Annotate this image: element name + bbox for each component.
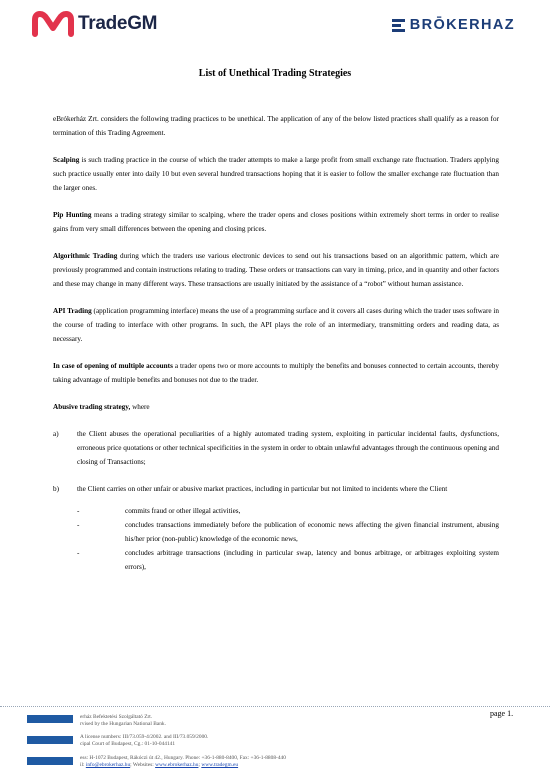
brokerhaz-logo-text: BRŌKERHAZ xyxy=(409,17,515,33)
page-number: page 1. xyxy=(490,709,514,718)
footer-supervision-line: rvised by the Hungarian National Bank. xyxy=(80,721,166,727)
multiple-accounts-term: In case of opening of multiple accounts xyxy=(53,362,173,370)
abusive-strategy-text: where xyxy=(130,403,150,411)
document-title: List of Unethical Trading Strategies xyxy=(198,68,352,79)
algorithmic-trading-text: during which the traders use various electronic devices to send out his transactions based on an algorithmic pattern, which are previously programmed and contain instructions relating to trading. These orders or transactions can vary in timing, price, and in quantity and other factors and these may change in many different ways. These transactions are usually initiated by the assistance of a “robot” without human assistance. xyxy=(53,252,499,288)
footer-email-link[interactable]: info@ebrokerhaz.hu xyxy=(85,762,131,768)
api-trading-paragraph xyxy=(53,304,499,346)
footer-divider xyxy=(0,706,550,707)
list-item-text: the Client abuses the operational peculiarities of a highly automated trading system, exploiting in particular incidental faults, dysfunctions, erroneous price quotations or other technical specificities in the system in order to obtain unlawful advantages through the continuous opening and closing of Transactions; xyxy=(77,430,499,466)
footer-color-bar xyxy=(27,715,73,723)
list-item-text: the Client carries on other unfair or abusive market practices, including in particular but not limited to incidents where the Client xyxy=(77,485,448,493)
multiple-accounts-paragraph xyxy=(53,359,499,387)
footer-websites-label: ; Websites: xyxy=(130,762,156,768)
abusive-strategy-term: Abusive trading strategy, xyxy=(53,403,131,411)
scalping-text: is such trading practice in the course of which the trader attempts to make a large profit from small exchange rate fluctuation. Traders applying such practice usually enter into daily 10 but even several hundred transactions hoping that it is easier to follow the smaller exchange rate fluctuation than the larger ones. xyxy=(53,156,499,192)
list-letter: a) xyxy=(53,430,59,438)
multiple-accounts-text: a trader opens two or more accounts to multiply the benefits and bonuses connected to certain accounts, thereby taking advantage of multiple benefits and bonuses not due to the trader. xyxy=(53,362,499,384)
scalping-paragraph xyxy=(53,153,499,195)
sub-list-dash: - xyxy=(77,521,80,529)
sub-list-item xyxy=(77,546,499,574)
list-item-b xyxy=(53,482,499,496)
footer-email-prefix: il: xyxy=(80,762,86,768)
footer-website-link-ebrokerhaz[interactable]: www.ebrokerhaz.hu xyxy=(155,762,199,768)
sub-list-item xyxy=(77,504,499,518)
page-header xyxy=(0,0,550,48)
tradegm-logo-icon xyxy=(32,9,74,39)
footer-website-link-tradegm[interactable]: www.tradegm.eu xyxy=(201,762,239,768)
sub-list-dash: - xyxy=(77,507,80,515)
sub-list-text: commits fraud or other illegal activities, xyxy=(125,507,241,515)
api-trading-term: API Trading xyxy=(53,307,92,315)
abusive-strategy-paragraph xyxy=(53,400,499,414)
document-body xyxy=(53,112,499,574)
tradegm-logo xyxy=(32,9,157,39)
scalping-term: Scalping xyxy=(53,156,80,164)
pip-hunting-term: Pip Hunting xyxy=(53,211,92,219)
sub-list-text: concludes transactions immediately before the publication of economic news affecting the given financial instrument, abusing his/her prior (non-public) knowledge of the economic news, xyxy=(125,521,499,543)
pip-hunting-paragraph xyxy=(53,208,499,236)
algorithmic-trading-term: Algorithmic Trading xyxy=(53,252,118,260)
intro-text: eBrókerház Zrt. considers the following trading practices to be unethical. The application of any of the below listed practices shall qualify as a reason for termination of this Trading Agreement. xyxy=(53,115,499,137)
sub-list-dash: - xyxy=(77,549,80,557)
list-letter: b) xyxy=(53,485,59,493)
sub-list-text: concludes arbitrage transactions (including in particular swap, latency and bonus arbitrage, or arbitrages exploiting system errors), xyxy=(125,549,499,571)
footer-court-line: cipal Court of Budapest, Cg.: 01-10-044141 xyxy=(80,741,176,747)
brokerhaz-logo xyxy=(392,17,515,33)
tradegm-logo-text: TradeGM xyxy=(78,13,158,34)
footer-color-bar xyxy=(27,736,73,744)
sub-list-item xyxy=(77,518,499,546)
api-trading-text: (application programming interface) means the use of a programming surface and it covers all cases during which the trader uses software in the course of trading to interface with other programs. In such, the API plays the role of an intermediary, transmitting orders and reading data, as necessary. xyxy=(53,307,499,343)
footer-contact-line xyxy=(80,762,238,769)
footer-color-bar xyxy=(27,757,73,765)
pip-hunting-text: means a trading strategy similar to scalping, where the trader opens and closes positions within extremely short terms in order to realise gains from very small differences between the opening and closing prices. xyxy=(53,211,499,233)
footer-license-line: A license numbers: III/73.059-4/2002. and III/73.059/2000. xyxy=(80,734,209,740)
brokerhaz-logo-icon xyxy=(392,19,405,32)
algorithmic-trading-paragraph xyxy=(53,249,499,291)
footer-company-line: erház Befektetési Szolgáltató Zrt. xyxy=(80,714,153,720)
intro-paragraph xyxy=(53,112,499,140)
footer-address-line: ess: H-1072 Budapest, Rákóczi út 42., Hungary. Phone: +36-1-880-8400, Fax: +36-1-8808-440 xyxy=(80,755,286,761)
list-item-a xyxy=(53,427,499,469)
footer-website-separator: ; xyxy=(198,762,202,768)
